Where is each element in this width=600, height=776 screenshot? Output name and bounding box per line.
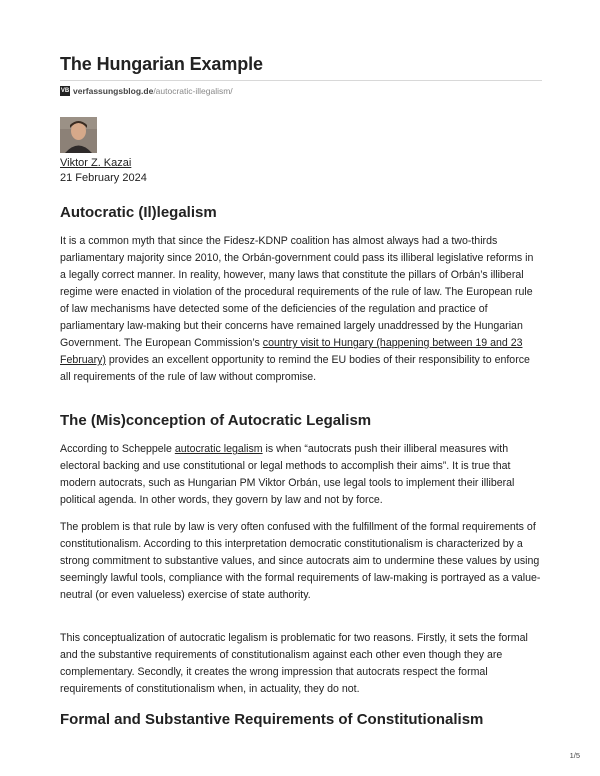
author-link[interactable]: Viktor Z. Kazai: [60, 157, 132, 169]
verfassungsblog-logo-icon: VB: [60, 88, 70, 94]
source-domain-link[interactable]: verfassungsblog.de: [73, 86, 154, 96]
section-heading-autocratic-illegalism: Autocratic (Il)legalism: [60, 204, 217, 221]
country-visit-link[interactable]: country visit to Hungary (happening between 19 and 23 February): [60, 337, 523, 366]
section1-paragraph-1: It is a common myth that since the Fidesz-KDNP coalition has almost always had a two-thirds parliamentary majority since 2010, the Orbán-government could pass its illiberal legislative reforms in a legally correct manner. In reality, however, many laws that constitute the pillars of Orbán’s illiberal regime were enacted in violation of the procedural requirements of the rule of law. The European rule of law mechanisms have detected some of the deficiencies of the regulation and practice of parliamentary law-making but their concerns have remained largely unaddressed by the Hungarian Government. The European Commission’s country visit to Hungary (happening between 19 and 23 February) provides an excellent opportunity to remind the EU bodies of their responsibility to enforce all requirements of the rule of law without compromise.: [60, 235, 534, 383]
page-number: 1/5: [569, 751, 580, 760]
section-heading-formal-substantive: Formal and Substantive Requirements of Constitutionalism: [60, 711, 484, 728]
author-avatar: [60, 117, 97, 153]
autocratic-legalism-link[interactable]: autocratic legalism: [174, 443, 263, 455]
section2-paragraph-3: This conceptualization of autocratic legalism is problematic for two reasons. Firstly, it sets the formal and the substantive requirements of constitutionalism against each other even though they are complementary. Secondly, it creates the wrong impression that autocrats respect the formal requirements of constitutionalism when, in actuality, they do not.: [60, 632, 528, 695]
section2-paragraph-2: The problem is that rule by law is very often confused with the fulfillment of the formal requirements of constitutionalism. According to this interpretation democratic constitutionalism is characterized by a strong commitment to substantive values, and since autocrats aim to undermine these values by using seemingly lawful tools, compliance with the formal requirements of law-making is portrayed as a value-neutral (or even valueless) exercise of state authority.: [60, 521, 541, 601]
title-divider: [60, 80, 542, 81]
article-title: The Hungarian Example: [60, 54, 263, 74]
source-line: [60, 86, 233, 96]
publish-date: 21 February 2024: [60, 172, 147, 184]
section2-paragraph-1: According to Scheppele autocratic legalism is when “autocrats push their illiberal measures with electoral backing and use constitutional or legal methods to accomplish their aims”. It is true that modern autocrats, such as Hungarian PM Viktor Orbán, use legal tools to implement their illiberal political agenda. In other words, they govern by law and not by force.: [60, 443, 515, 506]
source-path: /autocratic-illegalism/: [153, 86, 233, 96]
section-heading-misconception: The (Mis)conception of Autocratic Legalism: [60, 412, 372, 429]
